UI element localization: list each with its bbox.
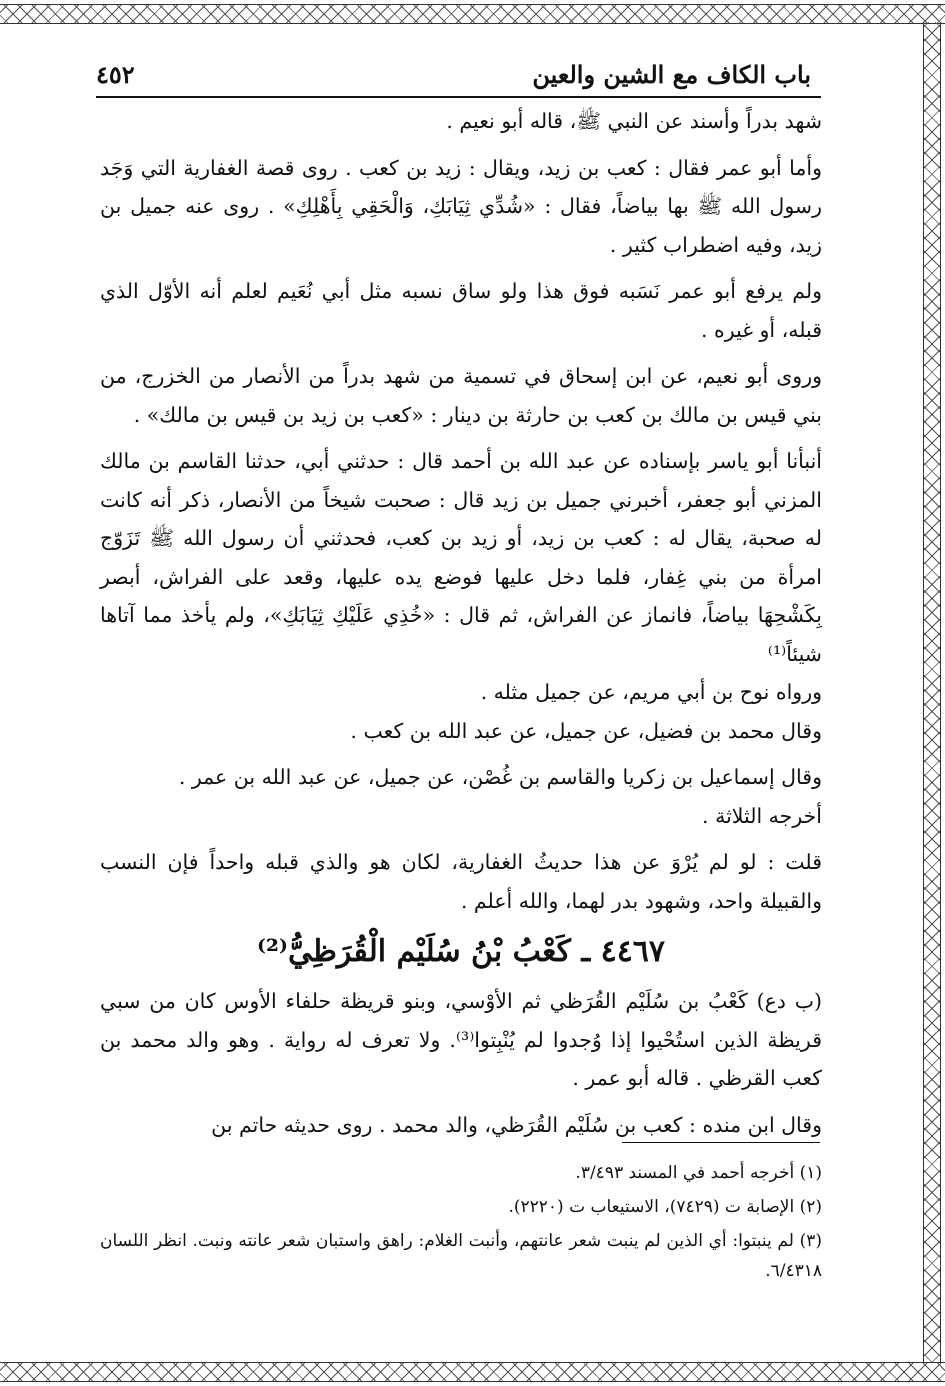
page-number: ٤٥٢ — [96, 60, 135, 89]
chapter-title: باب الكاف مع الشين والعين — [532, 60, 811, 89]
paragraph: ورواه نوح بن أبي مريم، عن جميل مثله . — [480, 680, 822, 704]
paragraph: وروى أبو نعيم، عن ابن إسحاق في تسمية من شهد بدراً من الأنصار من الخزرج، من بني قيس بن مالك بن كعب بن حارثة بن دينار : «كعب بن زيد بن قيس بن مالك» . — [100, 364, 822, 427]
decorative-border-top — [0, 4, 945, 24]
decorative-border-right — [923, 22, 941, 1362]
footnotes — [100, 1158, 822, 1290]
paragraph: وأما أبو عمر فقال : كعب بن زيد، ويقال : زيد بن كعب . روى قصة الغفارية التي وَجَد رسول الله ﷺ بها بياضاً، فقال : «شُدِّي ثِيَابَكِ، وَالْحَقِي بِأَهْلِكِ» . روى عنه جميل بن زيد، وفيه اضطراب كثير . — [100, 155, 822, 257]
paragraph: وقال إسماعيل بن زكريا والقاسم بن غُصْن، عن جميل، عن عبد الله بن عمر . — [178, 765, 822, 789]
entry-heading: ٤٤٦٧ ـ كَعْبُ بْنُ سُلَيْم الْقُرَظِيُّ⁽²⁾ — [256, 934, 666, 969]
paragraph: وقال ابن منده : كعب بن سُلَيْم القُرَظي، والد محمد . روى حديثه حاتم بن — [211, 1112, 822, 1137]
paragraph: أخرجه الثلاثة . — [702, 803, 822, 828]
paragraph: وقال محمد بن فضيل، عن جميل، عن عبد الله بن كعب . — [350, 718, 822, 743]
paragraph: شهد بدراً وأسند عن النبي ﷺ، قاله أبو نعيم . — [446, 109, 822, 133]
paragraph: أنبأنا أبو ياسر بإسناده عن عبد الله بن أحمد قال : حدثني أبي، حدثنا القاسم بن مالك المزني أبو جعفر، أخبرني جميل بن زيد قال : صحبت شيخاً من الأنصار، ذكر أنه كانت له صحبة، يقال له : كعب بن زيد، أو زيد بن كعب، فحدثني أن رسول الله ﷺ تَزَوّج امرأة من بني غِفار، فلما دخل عليها فوضع يده عليها، وقعد على الفراش، أبصر بِكَشْحِهَا بياضاً، فانماز عن الفراش، ثم قال : «خُذِي عَلَيْكِ ثِيَابَكِ»، ولم يأخذ مما آتاها شيئاً⁽¹⁾ — [100, 449, 822, 666]
paragraph: قلت : لو لم يُرْوَ عن هذا حديثُ الغفارية، لكان هو والذي قبله واحداً فإن النسب والقبيلة واحد، وشهود بدر لهما، والله أعلم . — [100, 850, 822, 913]
main-text — [100, 102, 822, 1152]
paragraph: ولم يرفع أبو عمر نَسَبه فوق هذا ولو ساق نسبه مثل أبي نُعَيم لعلم أنه الأوّل الذي قبله، أو غيره . — [100, 279, 822, 342]
footnote-separator — [622, 1142, 820, 1143]
footnote: (١) أخرجه أحمد في المسند ٣/٤٩٣. — [575, 1163, 822, 1183]
footnote: (٣) لم ينبتوا: أي الذين لم ينبت شعر عانتهم، وأنبت الغلام: راهق واستبان شعر عانته ونبت. انظر اللسان ٦/٤٣١٨. — [100, 1231, 822, 1281]
decorative-border-bottom — [0, 1362, 945, 1382]
page-header — [96, 50, 821, 98]
footnote: (٢) الإصابة ت (٧٤٢٩)، الاستيعاب ت (٢٢٢٠). — [508, 1197, 822, 1217]
paragraph: (ب دع) كَعْبُ بن سُلَيْم القُرَظي ثم الأوْسي، وبنو قريظة حلفاء الأوس كان من سبي قريظة الذين استُحْيوا إذا وُجدوا لم يُنْبِتوا⁽³⁾. ولا تعرف له رواية . وهو والد محمد بن كعب القرظي . قاله أبو عمر . — [100, 989, 822, 1090]
